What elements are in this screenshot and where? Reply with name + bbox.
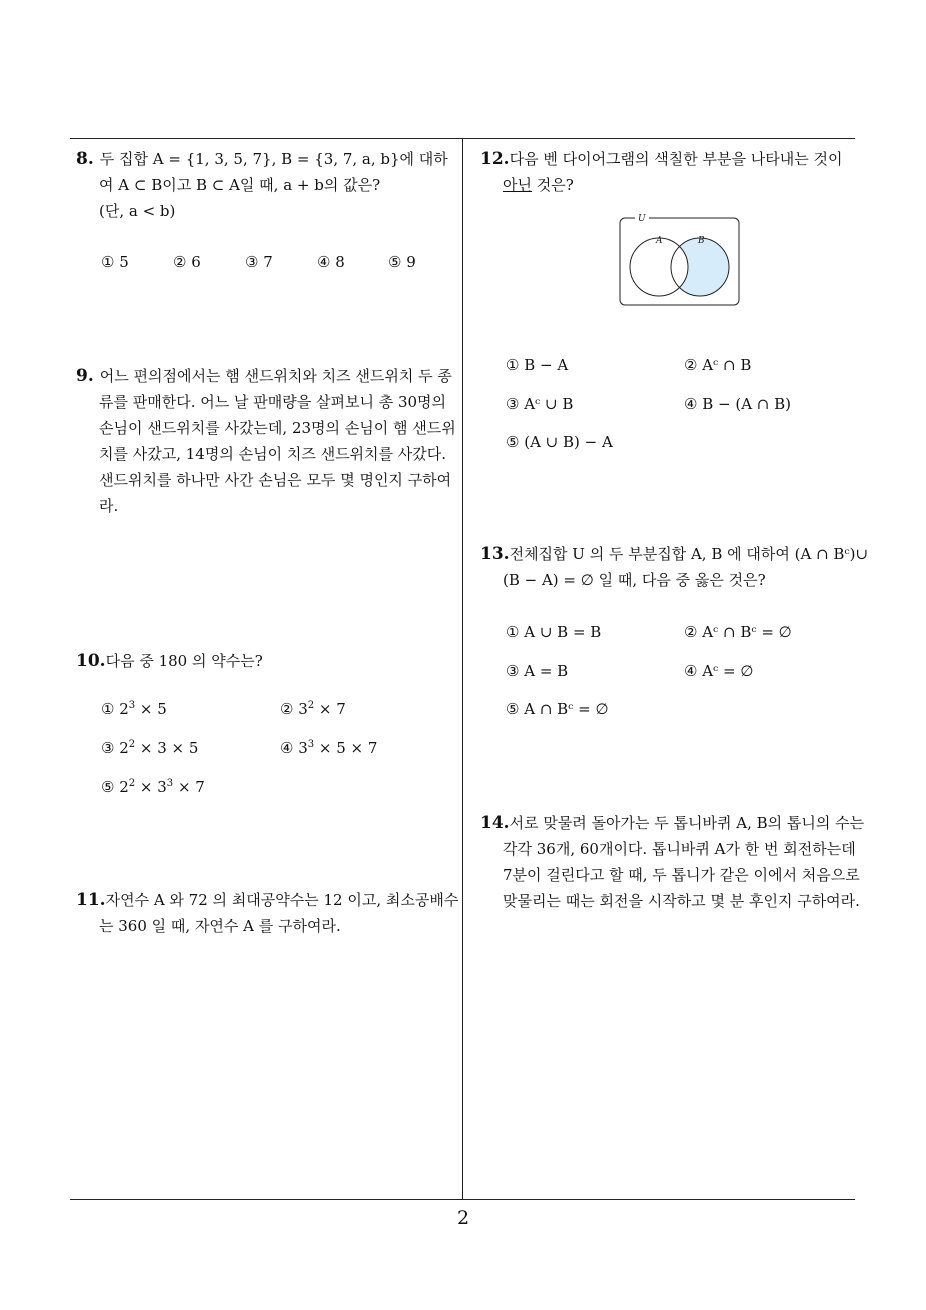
question-text: 7분이 걸린다고 할 때, 두 톱니가 같은 이에서 처음으로: [503, 866, 860, 884]
page-number: 2: [456, 1207, 470, 1229]
emphasis-not: 아닌: [503, 176, 532, 194]
option-1[interactable]: ① A ∪ B = B: [506, 623, 602, 641]
question-text: 다음 벤 다이어그램의 색칠한 부분을 나타내는 것이: [509, 150, 843, 168]
question-number: 12.: [480, 149, 510, 169]
question-number: 14.: [480, 813, 510, 833]
question-number: 10.: [76, 651, 106, 671]
question-text: 것은?: [531, 176, 574, 194]
question-text: 각각 36개, 60개이다. 톱니바퀴 A가 한 번 회전하는데: [503, 840, 856, 858]
question-text: (B − A) = ∅ 일 때, 다음 중 옳은 것은?: [503, 571, 766, 589]
option-4[interactable]: ④ 8: [317, 253, 345, 271]
question-12: [480, 146, 842, 198]
question-text: 라.: [99, 497, 119, 515]
option-3[interactable]: ③ 7: [245, 253, 273, 271]
question-text: 손님이 샌드위치를 사갔는데, 23명의 손님이 햄 샌드위: [99, 419, 456, 437]
column-divider: [462, 139, 463, 1199]
option-1[interactable]: ① B − A: [506, 356, 569, 374]
question-number: 13.: [480, 544, 510, 564]
option-2[interactable]: ② $3^2 \times 7$: [280, 700, 346, 718]
question-10: [76, 648, 263, 674]
option-5[interactable]: ⑤ (A ∪ B) − A: [506, 433, 613, 451]
question-text: 여 A ⊂ B이고 B ⊂ A일 때, a + b의 값은?: [99, 176, 381, 194]
option-4[interactable]: ④ Aᶜ = ∅: [684, 662, 754, 680]
question-text: 치를 사갔고, 14명의 손님이 치즈 샌드위치를 사갔다.: [99, 445, 447, 463]
universe-label: U: [638, 214, 646, 224]
question-text: 는 360 일 때, 자연수 A 를 구하여라.: [99, 917, 341, 935]
set-a-label: A: [656, 236, 663, 246]
question-condition: (단, a < b): [99, 202, 176, 220]
option-4[interactable]: ④ $3^3 \times 5 \times 7$: [280, 739, 378, 757]
question-text: 샌드위치를 하나만 사간 손님은 모두 몇 명인지 구하여: [99, 471, 452, 489]
option-5[interactable]: ⑤ A ∩ Bᶜ = ∅: [506, 700, 609, 718]
venn-diagram: [618, 214, 742, 306]
question-13: [480, 541, 868, 593]
question-number: 9.: [76, 366, 94, 386]
option-5[interactable]: ⑤ $2^2 \times 3^3 \times 7$: [101, 778, 205, 796]
question-text: 류를 판매한다. 어느 날 판매량을 살펴보니 총 30명의: [99, 393, 447, 411]
option-1[interactable]: ① 5: [101, 253, 129, 271]
option-2[interactable]: ② 6: [173, 253, 201, 271]
question-number: 11.: [76, 890, 106, 910]
question-text: 다음 중 180 의 약수는?: [105, 652, 263, 670]
option-2[interactable]: ② Aᶜ ∩ B: [684, 356, 752, 374]
option-1[interactable]: ① $2^3 \times 5$: [101, 700, 167, 718]
question-14: [480, 810, 864, 914]
option-3[interactable]: ③ $2^2 \times 3 \times 5$: [101, 739, 199, 757]
question-text: 전체집합 U 의 두 부분집합 A, B 에 대하여 (A ∩ Bᶜ)∪: [509, 545, 869, 563]
option-3[interactable]: ③ Aᶜ ∪ B: [506, 395, 574, 413]
question-text: 서로 맞물려 돌아가는 두 톱니바퀴 A, B의 톱니의 수는: [509, 814, 865, 832]
question-11: [76, 887, 458, 939]
question-text: 두 집합 A = {1, 3, 5, 7}, B = {3, 7, a, b}에 대하: [99, 150, 448, 168]
question-8: [76, 146, 448, 224]
question-9: [76, 363, 456, 519]
question-text: 맞물리는 때는 회전을 시작하고 몇 분 후인지 구하여라.: [503, 892, 860, 910]
option-5[interactable]: ⑤ 9: [388, 253, 416, 271]
question-number: 8.: [76, 149, 94, 169]
question-text: 자연수 A 와 72 의 최대공약수는 12 이고, 최소공배수: [105, 891, 459, 909]
option-4[interactable]: ④ B − (A ∩ B): [684, 395, 792, 413]
option-2[interactable]: ② Aᶜ ∩ Bᶜ = ∅: [684, 623, 792, 641]
option-3[interactable]: ③ A = B: [506, 662, 569, 680]
bottom-rule: [70, 1199, 855, 1200]
set-b-label: B: [698, 236, 705, 246]
question-text: 어느 편의점에서는 햄 샌드위치와 치즈 샌드위치 두 종: [99, 367, 452, 385]
